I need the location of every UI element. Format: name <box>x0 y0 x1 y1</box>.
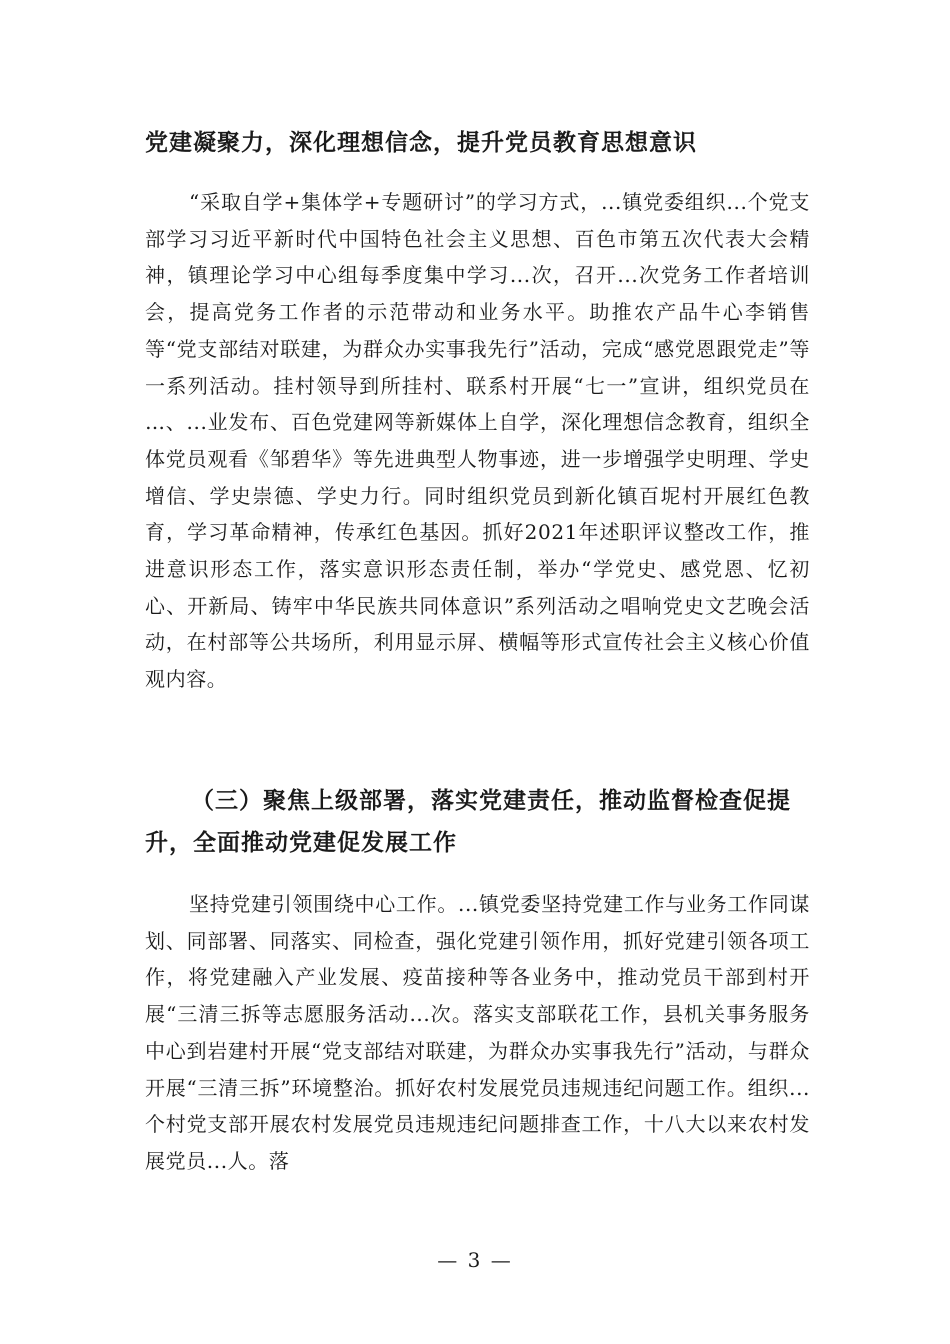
page-number: — 3 — <box>437 1248 513 1272</box>
subsection-heading: （三）聚焦上级部署，落实党建责任，推动监督检查促提升，全面推动党建促发展工作 <box>145 788 791 856</box>
body-paragraph: “采取自学+集体学+专题研讨”的学习方式，...镇党委组织...个党支部学习习近平新时代中国特色社会主义思想、百色市第五次代表大会精神，镇理论学习中心组每季度集中学习...次，召开...次党务工作者培训会，提高党务工作者的示范带动和业务水平。助推农产品牛心李销售等“党支部结对联建，为群众办实事我先行”活动，完成“感党恩跟党走”等一系列活动。挂村领导到所挂村、联系村开展“七一”宣讲，组织党员在 …、...业发布、百色党建网等新媒体上自学，深化理想信念教育，组织全体党员观看《邹碧华》等先进典型人物事迹，进一步增强学史明理、学史增信、学史崇德、学史力行。同时组织党员到新化镇百坭村开展红色教育，学习革命精神，传承红色基因。抓好2021年述职评议整改工作，推进意识形态工作，落实意识形态责任制，举办“学党史、感党恩、忆初心、开新局、铸牢中华民族共同体意识”系列活动之唱响党史文艺晚会活动，在村部等公共场所，利用显示屏、横幅等形式宣传社会主义核心价值观内容。 <box>145 190 810 692</box>
section-heading: 党建凝聚力，深化理想信念，提升党员教育思想意识 <box>145 130 697 156</box>
body-paragraph: 坚持党建引领围绕中心工作。...镇党委坚持党建工作与业务工作同谋划、同部署、同落实、同检查，强化党建引领作用，抓好党建引领各项工作，将党建融入产业发展、疫苗接种等各业务中，推动党员干部到村开展“三清三拆等志愿服务活动...次。落实支部联花工作，县机关事务服务中心到岩建村开展“党支部结对联建，为群众办实事我先行”活动，与群众开展“三清三拆”环境整治。抓好农村发展党员违规违纪问题工作。组织...个村党支部开展农村发展党员违规违纪问题排查工作，十八大以来农村发展党员...人。落 <box>145 892 810 1173</box>
